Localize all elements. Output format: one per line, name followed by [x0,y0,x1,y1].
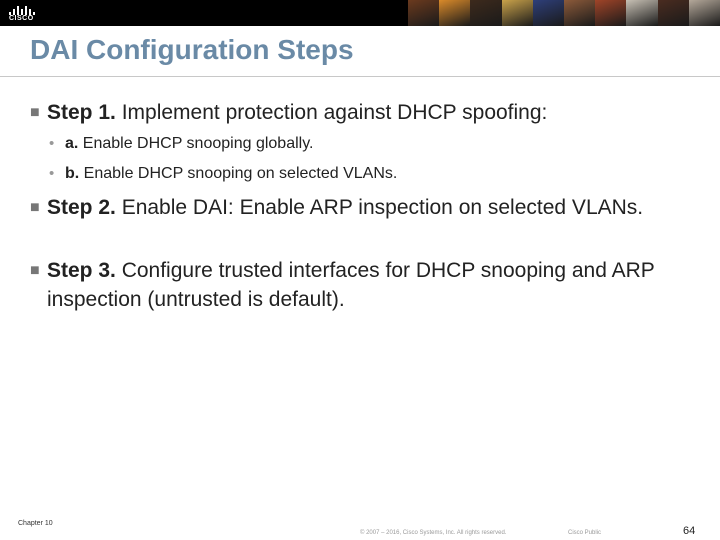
header-photo [626,0,657,26]
step-3-text: Configure trusted interfaces for DHCP snooping and ARP inspection (untrusted is default). [47,259,655,311]
copyright-notice: © 2007 – 2016, Cisco Systems, Inc. All rights reserved. [360,530,507,536]
header-photo [689,0,720,26]
title-divider [0,76,720,77]
step-3-label: Step 3. [47,259,116,282]
classification-label: Cisco Public [568,530,602,536]
header-bar [0,0,720,26]
header-photo [408,0,439,26]
step-1b-label: b. [65,165,80,182]
slide-title: DAI Configuration Steps [30,34,354,65]
header-photo-strip [408,0,720,26]
header-photo [533,0,564,26]
step-1-label: Step 1. [47,101,116,124]
header-photo [595,0,626,26]
header-photo [658,0,689,26]
header-photo [564,0,595,26]
bullet-step-3 [30,256,710,314]
bullet-step-1a [49,133,689,155]
step-2-label: Step 2. [47,196,116,219]
step-2-text: Enable DAI: Enable ARP inspection on selected VLANs. [115,196,644,219]
step-1-text: Implement protection against DHCP spoofing: [115,101,548,124]
step-1a-text: Enable DHCP snooping globally. [78,135,314,152]
dot-bullet-icon: • [49,135,55,152]
header-photo [470,0,501,26]
square-bullet-icon: ■ [30,104,40,121]
cisco-logo [8,3,42,23]
dot-bullet-icon: • [49,165,55,182]
step-1a-label: a. [65,135,79,152]
cisco-logo-text: CISCO [9,15,34,22]
square-bullet-icon: ■ [30,199,40,216]
cisco-bridge-icon [8,3,42,15]
bullet-step-1 [30,98,710,127]
bullet-step-2 [30,193,710,222]
chapter-label: Chapter 10 [18,520,53,527]
step-1b-text: Enable DHCP snooping on selected VLANs. [79,165,398,182]
bullet-step-1b [49,163,689,185]
page-number: 64 [683,525,696,537]
header-photo [439,0,470,26]
header-photo [502,0,533,26]
square-bullet-icon: ■ [30,262,40,279]
